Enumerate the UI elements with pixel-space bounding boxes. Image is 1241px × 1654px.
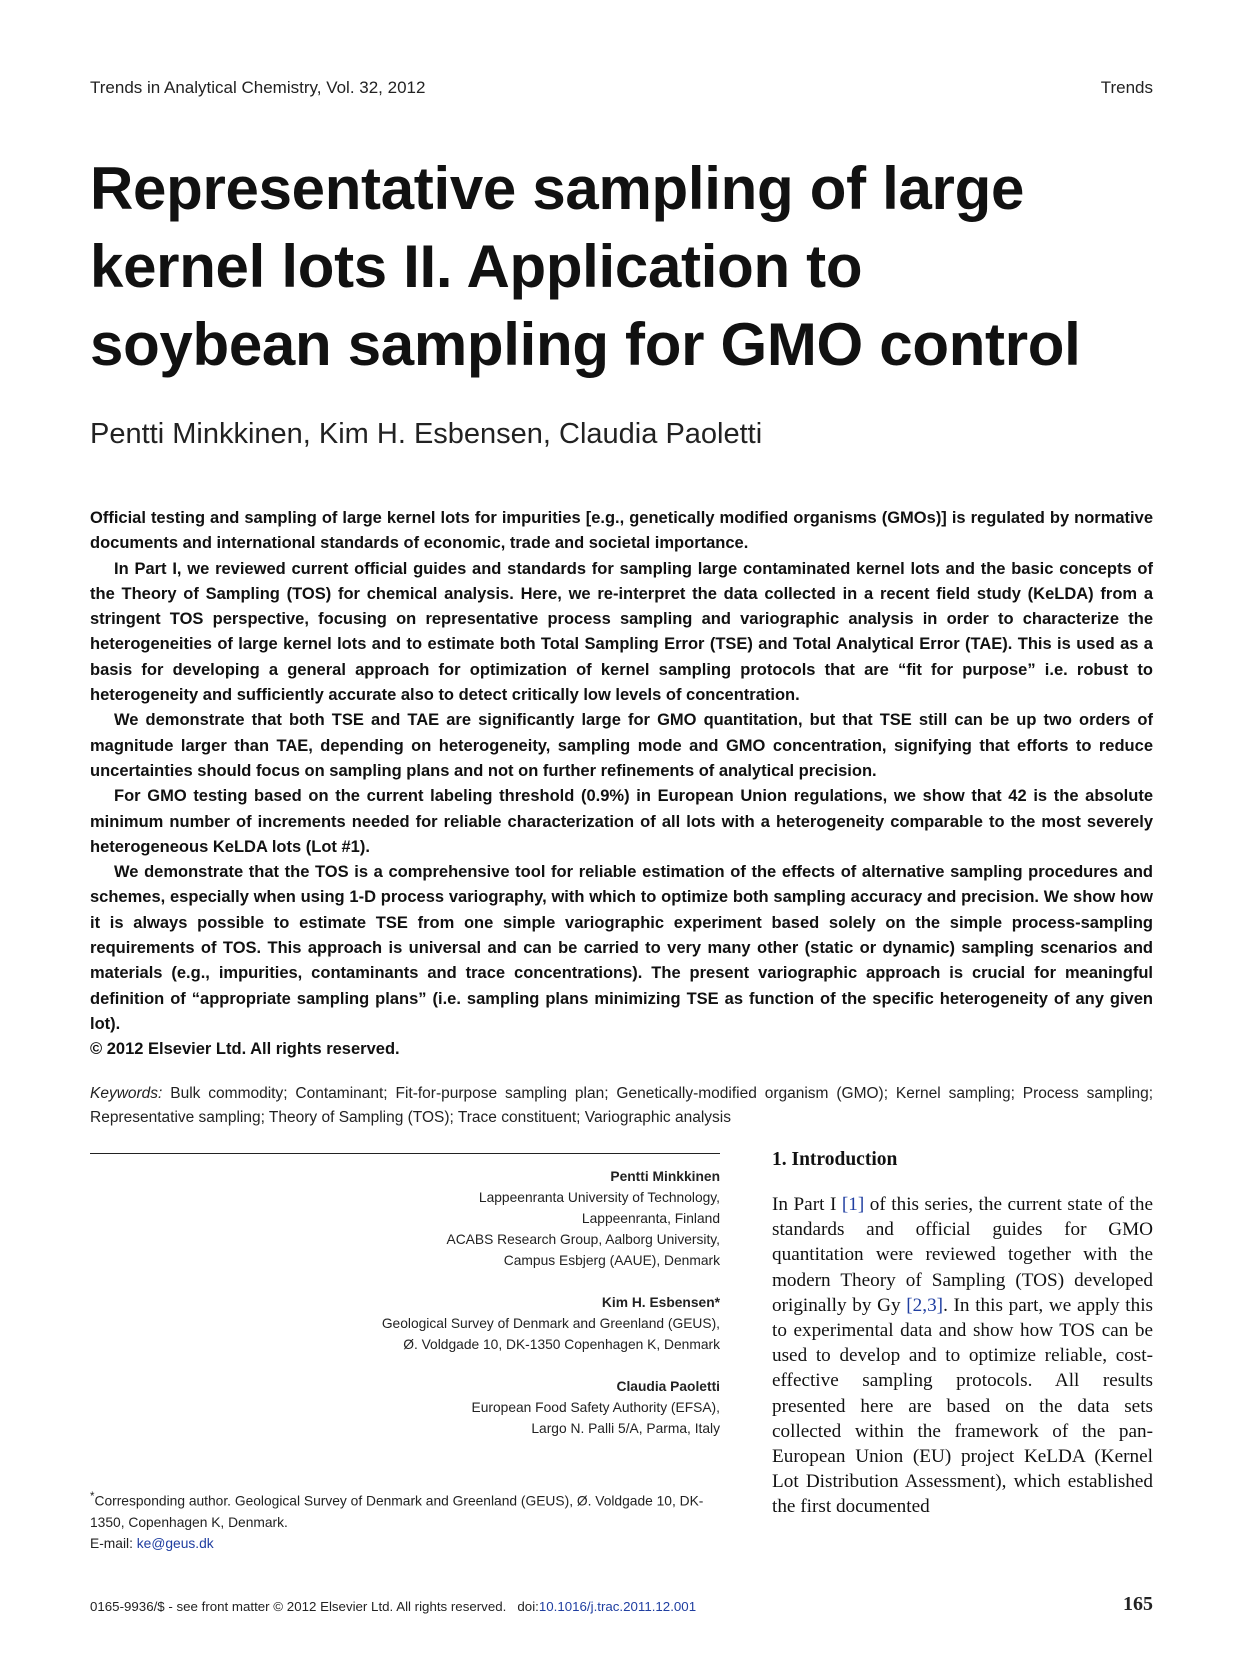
abstract-paragraph: We demonstrate that the TOS is a comprehensive tool for reliable estimation of the effects of alternative sampling procedures and schemes, especially when using 1-D process variography, with which to optimize both sampling accuracy and precision. We show how it is always possible to estimate TSE from one simple variographic experiment based solely on the simple process-sampling requirements of TOS. This approach is universal and can be carried to very many other (static or dynamic) sampling scenarios and materials (e.g., impurities, contaminants and trace concentrations). The present variographic approach is crucial for meaningful definition of “appropriate sampling plans” (i.e. sampling plans minimizing TSE as function of the specific heterogeneity of any given lot). xyxy=(90,863,1153,1033)
page-footer xyxy=(90,1593,1153,1621)
affiliation-block xyxy=(90,1166,720,1271)
section-heading: 1. Introduction xyxy=(772,1149,898,1170)
title-line: soybean sampling for GMO control xyxy=(90,311,1081,378)
affiliation-line: European Food Safety Authority (EFSA), xyxy=(471,1400,720,1415)
page-number: 165 xyxy=(1123,1593,1153,1615)
abstract-paragraph: For GMO testing based on the current labeling threshold (0.9%) in European Union regulations, we show that 42 is the absolute minimum number of increments needed for reliable characterization of all lots with a heterogeneity comparable to the most severely heterogeneous KeLDA lots (Lot #1). xyxy=(90,787,1153,856)
section-label: Trends xyxy=(1100,78,1153,97)
keywords-label: Keywords: xyxy=(90,1085,163,1102)
keywords xyxy=(90,1082,1153,1130)
footnote-text: Corresponding author. Geological Survey of Denmark and Greenland (GEUS), Ø. Voldgade 10, DK-1350, Copenhagen K, Denmark. xyxy=(90,1493,704,1530)
issn-notice: 0165-9936/$ - see front matter © 2012 Elsevier Ltd. All rights reserved. xyxy=(90,1599,507,1614)
body-text: In Part I xyxy=(772,1194,842,1215)
affiliation-block xyxy=(90,1292,720,1355)
affiliation-author: Pentti Minkkinen xyxy=(610,1169,720,1184)
abstract-paragraph: Official testing and sampling of large kernel lots for impurities [e.g., genetically modified organisms (GMOs)] is regulated by normative documents and international standards of economic, trade and societal importance. xyxy=(90,509,1153,553)
article-title xyxy=(90,150,1170,384)
abstract xyxy=(90,506,1153,1063)
affiliation-line: Geological Survey of Denmark and Greenland (GEUS), xyxy=(381,1316,720,1331)
corresponding-author-footnote xyxy=(90,1487,720,1554)
affiliation-author: Claudia Paoletti xyxy=(616,1379,720,1394)
doi-label: doi: xyxy=(517,1599,539,1614)
affiliation-line: Ø. Voldgade 10, DK-1350 Copenhagen K, Denmark xyxy=(403,1337,720,1352)
introduction-section xyxy=(772,1148,1153,1520)
keywords-list: Bulk commodity; Contaminant; Fit-for-purpose sampling plan; Genetically-modified organism (GMO); Kernel sampling; Process sampling; Representative sampling; Theory of Sampling (TOS); Trace constituent; Variographic analysis xyxy=(90,1085,1153,1126)
email-link[interactable]: ke@geus.dk xyxy=(136,1535,214,1551)
affiliation-line: Lappeenranta University of Technology, xyxy=(478,1190,720,1205)
affiliation-author: Kim H. Esbensen* xyxy=(601,1295,720,1310)
author-affiliations xyxy=(90,1166,720,1460)
affiliation-line: ACABS Research Group, Aalborg University, xyxy=(446,1232,720,1247)
body-text: of this series, the current state of the standards and official guides for GMO quantitation were reviewed together with the modern Theory of Sampling (TOS) developed originally by Gy xyxy=(772,1194,1153,1316)
affiliation-line: Lappeenranta, Finland xyxy=(581,1211,720,1226)
running-head xyxy=(90,78,1153,102)
introduction-paragraph xyxy=(772,1192,1153,1520)
journal-citation: Trends in Analytical Chemistry, Vol. 32, 2012 xyxy=(90,78,426,97)
copyright-notice: © 2012 Elsevier Ltd. All rights reserved. xyxy=(90,1040,400,1059)
reference-link[interactable]: [1] xyxy=(841,1194,865,1215)
footer-citation xyxy=(90,1599,696,1614)
abstract-paragraph: In Part I, we reviewed current official guides and standards for sampling large contaminated kernel lots and the basic concepts of the Theory of Sampling (TOS) for chemical analysis. Here, we re-interpret the data collected in a recent field study (KeLDA) from a stringent TOS perspective, focusing on representative process sampling and variographic analysis in order to characterize the heterogeneities of large kernel lots and to estimate both Total Sampling Error (TSE) and Total Analytical Error (TAE). This is used as a basis for developing a general approach for optimization of kernel sampling protocols that are “fit for purpose” i.e. robust to heterogeneity and sufficiently accurate also to detect critically low levels of concentration. xyxy=(90,559,1153,705)
affiliation-block xyxy=(90,1376,720,1439)
author-list: Pentti Minkkinen, Kim H. Esbensen, Claudia Paoletti xyxy=(90,418,763,450)
body-text: . In this part, we apply this to experimental data and show how TOS can be used to develop and to optimize reliable, cost-effective sampling protocols. All results presented here are based on the data sets collected within the framework of the pan-European Union (EU) project KeLDA (Kernel Lot Distribution Assessment), which established the first documented xyxy=(772,1294,1154,1518)
footnote-marker: * xyxy=(90,1491,95,1503)
column-divider-rule xyxy=(90,1153,720,1154)
affiliation-line: Largo N. Palli 5/A, Parma, Italy xyxy=(531,1421,720,1436)
reference-link[interactable]: [2,3] xyxy=(906,1294,944,1316)
affiliation-line: Campus Esbjerg (AAUE), Denmark xyxy=(503,1253,720,1268)
abstract-paragraph: We demonstrate that both TSE and TAE are significantly large for GMO quantitation, but that TSE still can be up two orders of magnitude larger than TAE, depending on heterogeneity, sampling mode and GMO concentration, signifying that efforts to reduce uncertainties should focus on sampling plans and not on further refinements of analytical precision. xyxy=(90,711,1153,780)
title-line: Representative sampling of large xyxy=(90,155,1025,222)
doi-link[interactable]: 10.1016/j.trac.2011.12.001 xyxy=(538,1599,697,1614)
title-line: kernel lots II. Application to xyxy=(90,233,863,300)
email-label: E-mail: xyxy=(90,1535,137,1551)
